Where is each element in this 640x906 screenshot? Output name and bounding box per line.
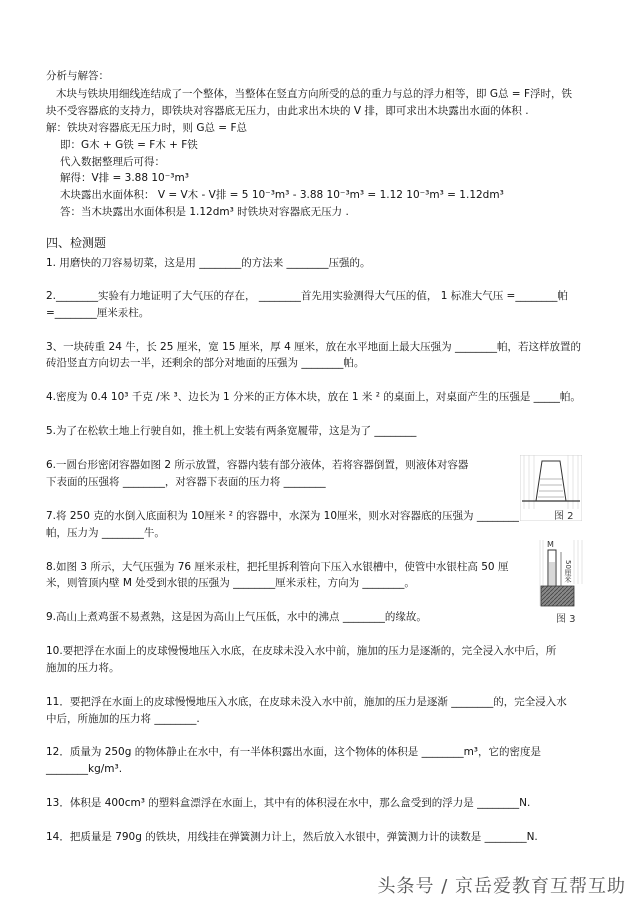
analysis-line: 解得：V排 = 3.88 10⁻³m³ <box>60 172 189 184</box>
figure-2 <box>520 455 582 521</box>
analysis-line: 解：铁块对容器底无压力时，则 G总 = F总 <box>46 122 247 134</box>
question-line: 12．质量为 250g 的物体静止在水中，有一半体积露出水面，这个物体的体积是 ________m³，它的密度是 <box>46 746 542 758</box>
analysis-line: 即：G木 + G铁 = F木 + F铁 <box>60 139 198 151</box>
question-line: 1. 用磨快的刀容易切菜，这是用 ________的方法来 ________压强的。 <box>46 257 371 269</box>
analysis-line: 块不受容器底的支持力，即铁块对容器底无压力，由此求出木块的 V 排，即可求出木块露出水面的体积 . <box>46 105 529 117</box>
question-line: 砖沿竖直方向切去一半，还剩余的部分对地面的压强为 ________帕。 <box>46 357 365 369</box>
question-line: 13．体积是 400cm³ 的塑料盒漂浮在水面上，其中有的体积浸在水中，那么盒受到的浮力是 ________N. <box>46 797 531 809</box>
question-line: 中后，所施加的压力将 ________. <box>46 713 200 725</box>
question-line: 11．要把浮在水面上的皮球慢慢地压入水底，在皮球未没入水中前，施加的压力是逐渐 ________的，完全浸入水 <box>46 696 567 708</box>
figure-3-dimension: 50厘米 <box>564 560 572 583</box>
figure-3-label: 图 3 <box>556 614 576 625</box>
question-line: ________kg/m³. <box>46 763 123 775</box>
analysis-line: 木块露出水面体积： V = V木 - V排 = 5 10⁻³m³ - 3.88 10⁻³m³ = 1.12 10⁻³m³ = 1.12dm³ <box>60 189 504 201</box>
question-line: 8.如图 3 所示，大气压强为 76 厘米汞柱，把托里拆利管向下压入水银槽中，使管中水银柱高 50 厘 <box>46 561 509 573</box>
question-line: 5.为了在松软土地上行驶自如，推土机上安装有两条宽履带，这是为了 ________ <box>46 425 417 437</box>
question-line: 施加的压力将。 <box>46 662 120 674</box>
question-line: 7.将 250 克的水倒入底面积为 10厘米 ² 的容器中，水深为 10厘米，则水对容器底的压强为 ________ <box>46 510 519 522</box>
question-line: 14．把质量是 790g 的铁块，用线挂在弹簧测力计上，然后放入水银中，弹簧测力计的读数是 ________N. <box>46 831 538 843</box>
figure-2-label: 图 2 <box>554 511 574 522</box>
question-line: 10.要把浮在水面上的皮球慢慢地压入水底，在皮球未没入水中前，施加的压力是逐渐的，完全浸入水中后，所 <box>46 645 557 657</box>
question-line: 6.一圆台形密闭容器如图 2 所示放置，容器内装有部分液体，若将容器倒置，则液体对容器 <box>46 459 469 471</box>
figure-3 <box>538 540 584 626</box>
analysis-line: 代入数据整理后可得： <box>60 156 165 168</box>
analysis-heading: 分析与解答： <box>46 70 109 82</box>
question-line: 4.密度为 0.4 10³ 千克 /米 ³、边长为 1 分米的正方体木块，放在 1 米 ² 的桌面上，对桌面产生的压强是 _____帕。 <box>46 391 581 403</box>
question-line: 米，则管顶内壁 M 处受到水银的压强为 ________厘米汞柱，方向为 ________。 <box>46 577 415 589</box>
question-line: 9.高山上煮鸡蛋不易煮熟，这是因为高山上气压低，水中的沸点 ________的缘故。 <box>46 611 427 623</box>
watermark: 头条号 / 京岳爱教育互帮互助 <box>377 876 626 897</box>
question-line: =________厘米汞柱。 <box>46 307 150 319</box>
section-title: 四、检测题 <box>46 236 107 250</box>
figure-3-point-m: M <box>547 540 554 549</box>
analysis-line: 答：当木块露出水面体积是 1.12dm³ 时铁块对容器底无压力 . <box>60 206 349 218</box>
question-line: 3、一块砖重 24 牛，长 25 厘米，宽 15 厘米，厚 4 厘米，放在水平地面上最大压强为 ________帕，若这样放置的 <box>46 341 581 353</box>
question-line: 2.________实验有力地证明了大气压的存在， ________首先用实验测得大气压的值， 1 标准大气压 =________帕 <box>46 290 568 302</box>
question-line: 帕，压力为 ________牛。 <box>46 527 165 539</box>
analysis-line: 木块与铁块用细线连结成了一个整体，当整体在竖直方向所受的总的重力与总的浮力相等，即 G总 = F浮时，铁 <box>56 88 572 100</box>
question-line: 下表面的压强将 ________，对容器下表面的压力将 ________ <box>46 476 326 488</box>
